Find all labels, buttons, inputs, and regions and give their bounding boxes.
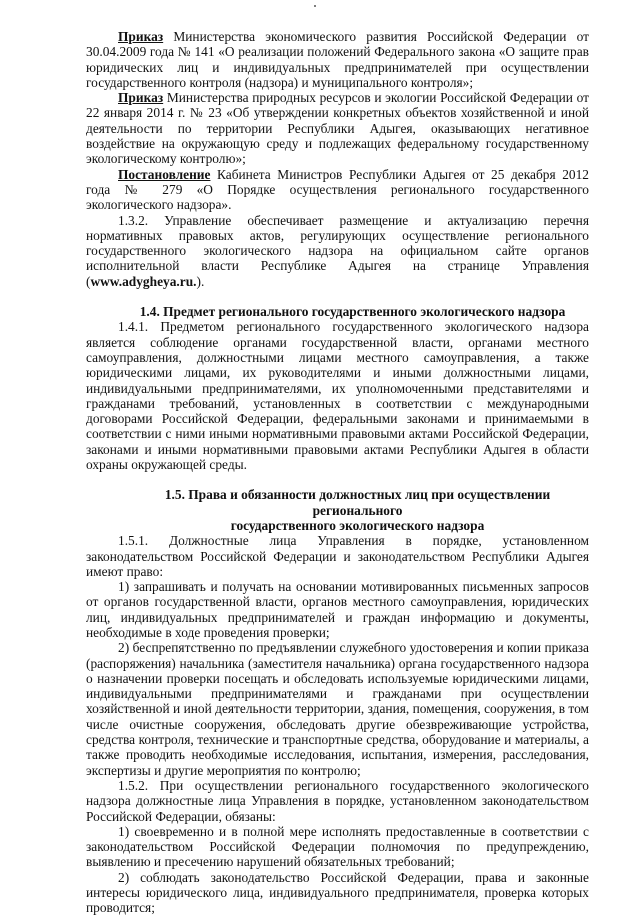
section-1-4-heading: 1.4. Предмет регионального государственного экологического надзора <box>139 304 566 320</box>
paragraph-1-3-2 <box>86 213 589 289</box>
document-body <box>86 29 589 916</box>
section-1-5-heading <box>86 487 589 533</box>
order-label: Приказ <box>118 29 164 44</box>
resolution-text: Кабинета Министров Республики Адыгея от 25 декабря 2012 года № 279 «О Порядке осуществления регионального государственного экологического надзора». <box>86 166 589 213</box>
website-link[interactable]: www.adygheya.ru. <box>90 273 197 289</box>
order-economy-text: Министерства экономического развития Российской Федерации от 30.04.2009 года № 141 «О реализации положений Федерального закона «О защите прав юридических лиц и индивидуальных предпринимателей при осуществлении государственного контроля (надзора) и муниципального контроля»; <box>86 29 589 90</box>
paragraph-1-3-2-end: ). <box>196 273 205 289</box>
paragraph-order-ecology <box>86 90 589 166</box>
order-label: Приказ <box>118 90 164 106</box>
list-item-right-2: 2) беспрепятственно по предъявлении служебного удостоверения и копии приказа (распоряжения) начальника (заместителя начальника) органа государственного надзора о назначении проверки посещать и обследовать используемые юридическими лицами, индивидуальными предпринимателями и гражданами при осуществлении хозяйственной и иной деятельности территории, здания, помещения, сооружения, в том числе очистные сооружения, обследовать другие обезвреживающие устройства, средства контроля, технические и транспортные средства, оборудование и материалы, а также проводить необходимые исследования, испытания, измерения, расследования, экспертизы и другие мероприятия по контролю; <box>86 640 589 778</box>
paragraph-1-5-2: 1.5.2. При осуществлении регионального государственного экологического надзора должностные лица Управления в порядке, установленном законодательством Российской Федерации, обязаны: <box>86 777 589 824</box>
section-1-5-heading-line2: государственного экологического надзора <box>230 517 485 533</box>
paragraph-resolution <box>86 167 589 213</box>
order-ecology-text: Министерства природных ресурсов и экологии Российской Федерации от 22 января 2014 г. № 23 «Об утверждении конкретных объектов хозяйственной и иной деятельности по территории Республики Адыгея, оказывающих негативное воздействие на окружающую среду и подлежащих федеральному государственному экологическому контролю»; <box>86 90 589 167</box>
section-1-5-heading-line1: 1.5. Права и обязанности должностных лиц при осуществлении регионального <box>164 487 551 518</box>
scan-speck <box>314 5 316 7</box>
list-item-right-1: 1) запрашивать и получать на основании мотивированных письменных запросов от органов государственной власти, органов местного самоуправления, юридических лиц, индивидуальных предпринимателей и граждан информацию и документы, необходимые в ходе проведения проверки; <box>86 579 589 640</box>
paragraph-1-4-1: 1.4.1. Предметом регионального государственного экологического надзора является соблюдение органами государственной власти, органами местного самоуправления, должностными лицами местного самоуправления, а также юридическими лицами, их руководителями и иными должностными лицами, индивидуальными предпринимателями, их уполномоченными представителями и гражданами требований, установленных в соответствии с международными договорами Российской Федерации, федеральными законами и принимаемыми в соответствии с ними иными нормативными правовыми актами Российской Федерации, законами и иными нормативными правовыми актами Республики Адыгея в области охраны окружающей среды. <box>86 319 589 473</box>
resolution-label: Постановление <box>118 166 211 182</box>
paragraph-1-3-2-text: 1.3.2. Управление обеспечивает размещение и актуализацию перечня нормативных правовых актов, регулирующих осуществление регионального государственного экологического надзора на официальном сайте органов исполнительной власти Республике Адыгея на странице Управления ( <box>86 212 589 289</box>
paragraph-1-5-1: 1.5.1. Должностные лица Управления в порядке, установленном законодательством Российской Федерации и законодательством Республики Адыгея имеют право: <box>86 533 589 579</box>
paragraph-order-economy <box>86 29 589 90</box>
list-item-duty-2: 2) соблюдать законодательство Российской Федерации, права и законные интересы юридического лица, индивидуального предпринимателя, проверка которых проводится; <box>86 869 589 916</box>
list-item-duty-1: 1) своевременно и в полной мере исполнять предоставленные в соответствии с законодательством Российской Федерации полномочия по предупреждению, выявлению и пресечению нарушений обязательных требований; <box>86 823 589 870</box>
